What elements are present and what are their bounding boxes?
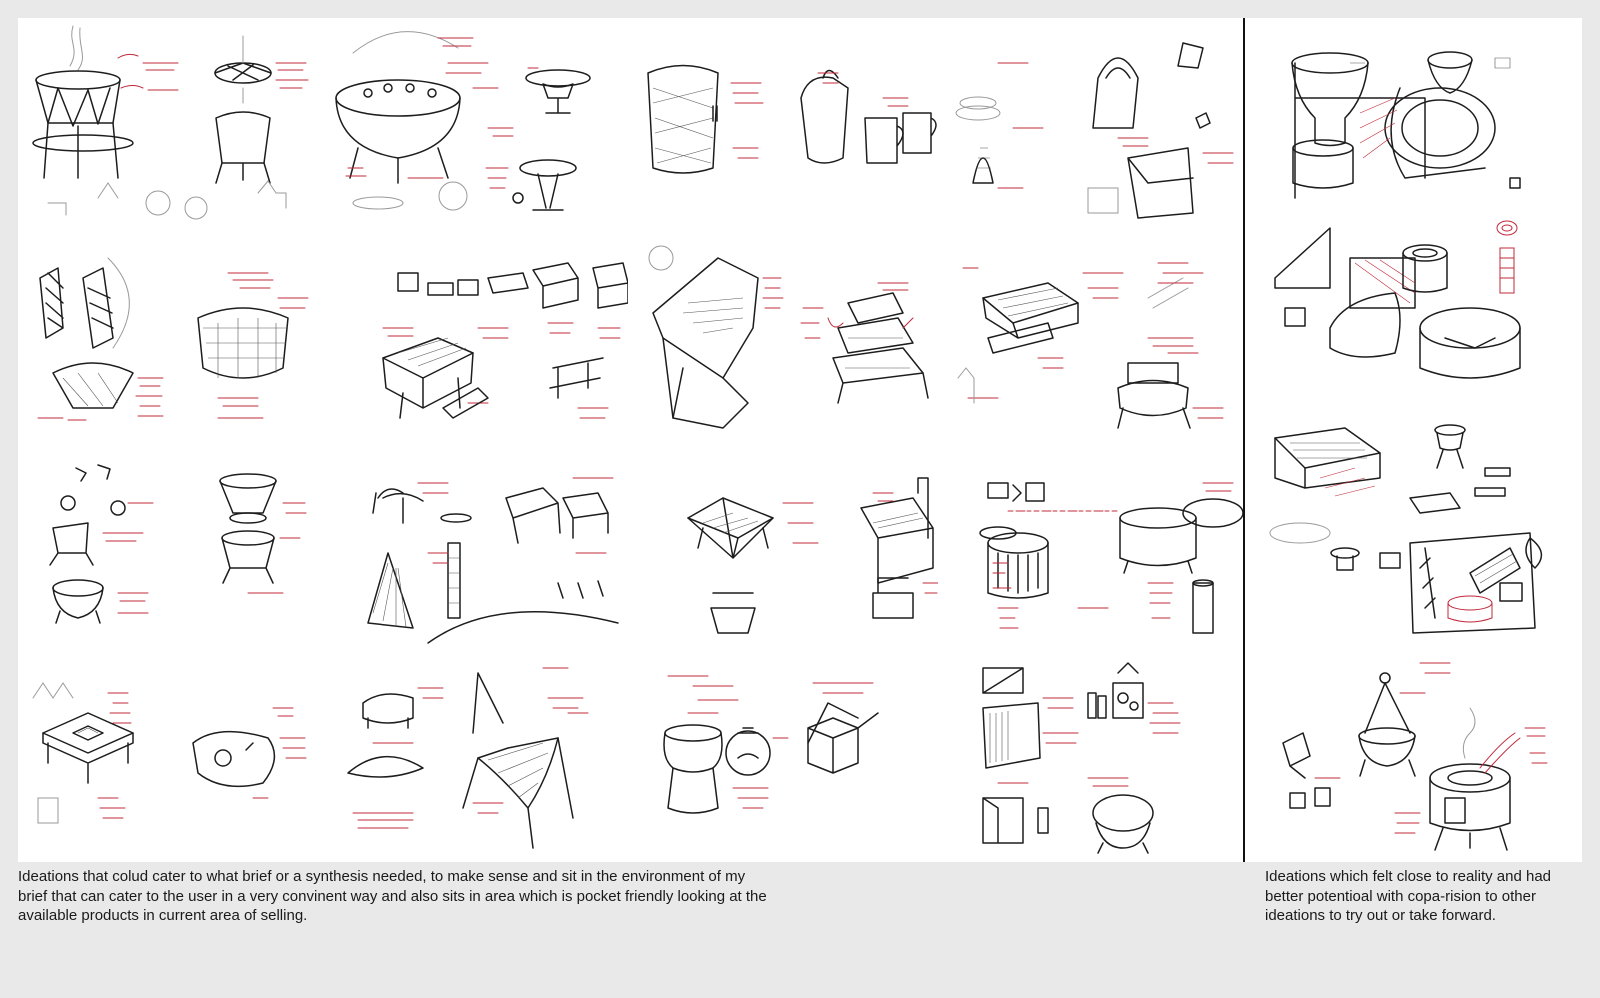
sketch-panel-and-pot	[938, 658, 1243, 862]
sketch-table-pit	[18, 658, 323, 862]
sketch-drawer-grill	[938, 228, 1243, 438]
sketch-tripod-and-barrel	[1245, 638, 1582, 862]
ideation-sketch-sheet	[18, 18, 1243, 862]
sketch-folding-panel-grill	[18, 228, 323, 438]
sketch-tent-and-umbrella	[328, 443, 628, 653]
selected-sketch-sheet	[1245, 18, 1582, 862]
sketch-ring-stand-forms	[1245, 198, 1582, 398]
sketch-fire-pit-frames	[18, 18, 323, 223]
sketch-round-stove	[938, 443, 1243, 653]
sketch-cylinder-forms	[1245, 18, 1582, 218]
sketch-hourglass-pit	[18, 443, 323, 653]
sketch-folding-bag-forms	[938, 18, 1243, 223]
sketch-bag-and-pot-forms	[633, 18, 938, 223]
sketch-faceted-stand	[633, 228, 938, 438]
left-caption: Ideations that colud cater to what brief or a synthesis needed, to make sense and sit in the environment of my brief that can cater to the user in a very convinent way and also sits in area which is pocket friendly looking at the available products in current area of selling.	[18, 868, 767, 924]
sketch-round-fire-bowl	[328, 18, 628, 223]
sketch-drum-and-box	[633, 658, 938, 862]
sketch-hammock-grill	[328, 658, 628, 862]
sketch-pyramid-grill	[633, 443, 938, 653]
sketch-square-tray-forms	[1245, 408, 1582, 638]
right-caption: Ideations which felt close to reality and had better potentioal with copa-rision to other ideations to try out or take forward.	[1265, 868, 1552, 924]
sketch-box-grill	[328, 228, 628, 438]
